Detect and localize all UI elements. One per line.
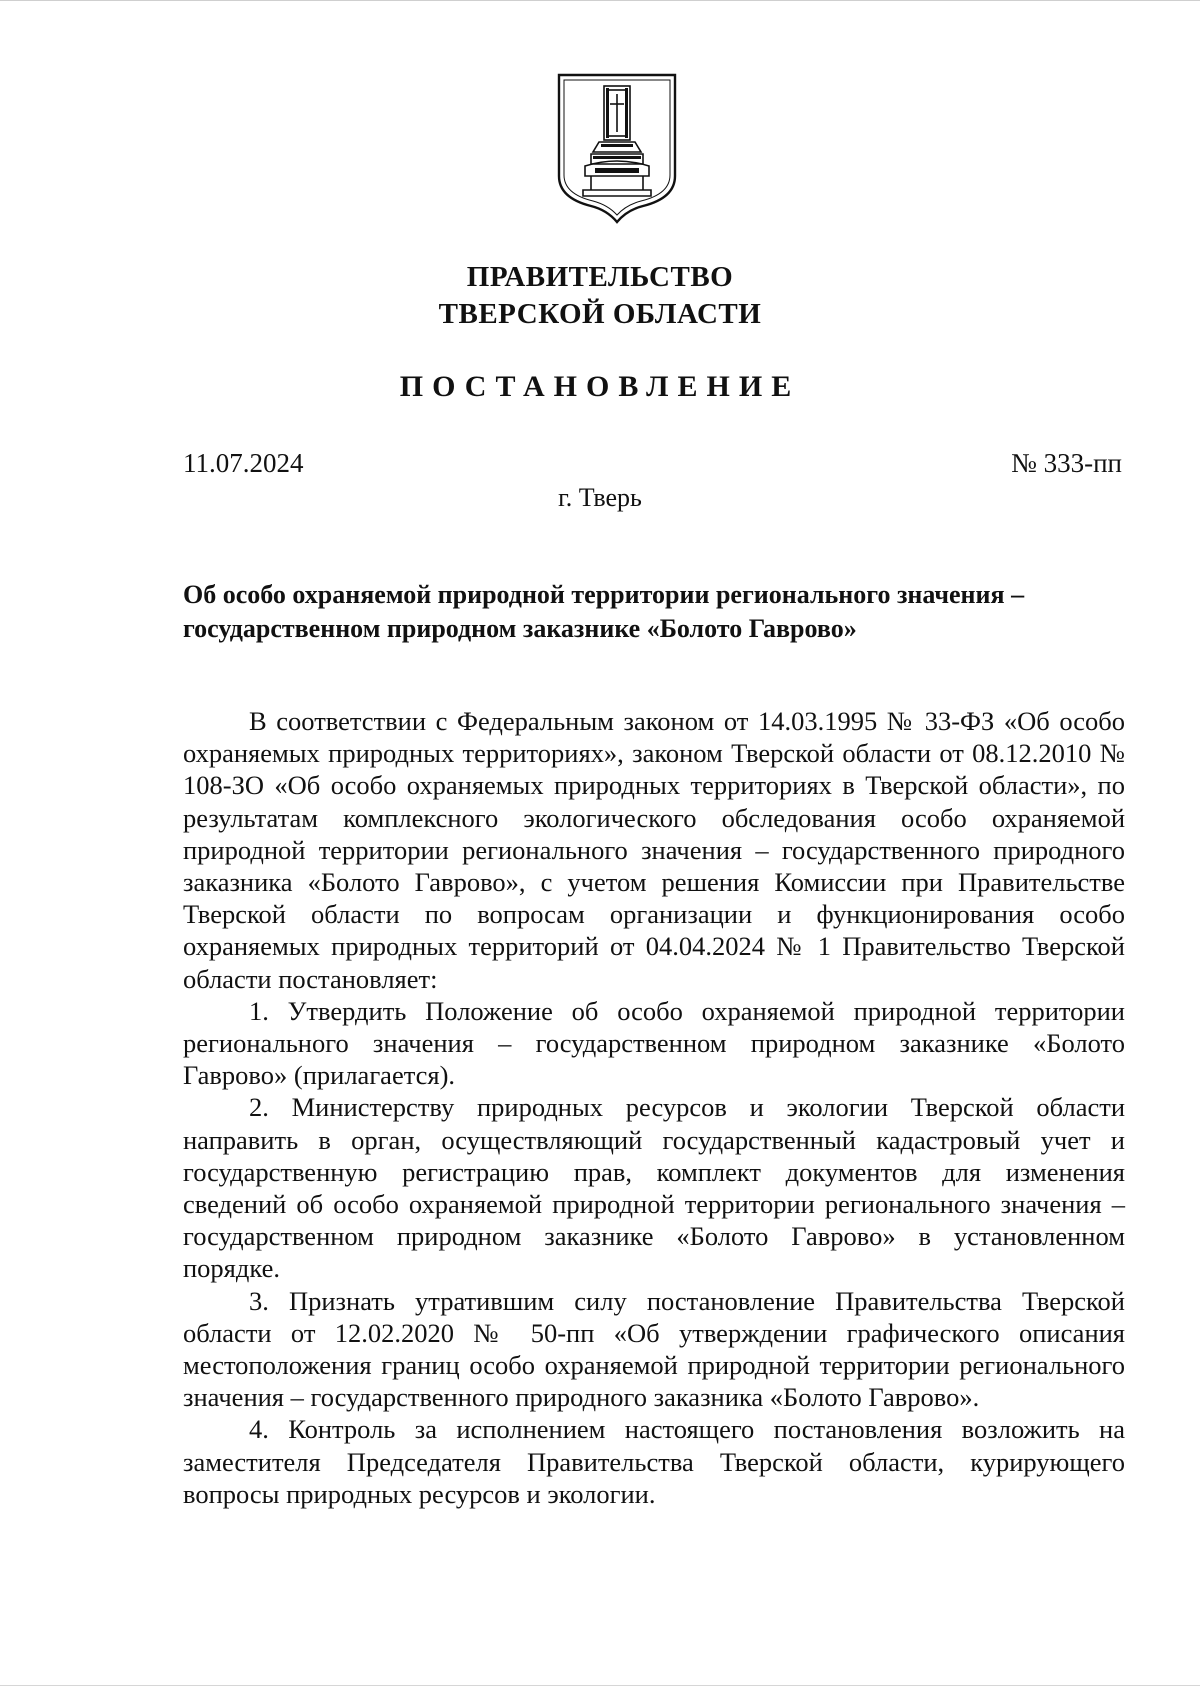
organization-title-line2: ТВЕРСКОЙ ОБЛАСТИ <box>438 298 762 330</box>
document-date: 11.07.2024 <box>183 448 304 478</box>
document-city: г. Тверь <box>558 483 642 512</box>
preamble-paragraph: В соответствии с Федеральным законом от 14.03.1995 № 33-ФЗ «Об особо охраняемых природных территориях», законом Тверской области от 08.12.2010 № 108-ЗО «Об особо охраняемых природных территориях в Тверской области», по результатам комплексного экологического обследования особо охраняемой природной территории регионального значения – государственного природного заказника «Болото Гаврово», с учетом решения Комиссии при Правительстве Тверской области по вопросам организации и функционирования особо охраняемых природных территорий от 04.04.2024 № 1 Правительство Тверской области постановляет: <box>183 706 1125 994</box>
coat-of-arms-icon <box>555 72 679 224</box>
document-body <box>183 705 1125 1510</box>
clause-1-paragraph: 1. Утвердить Положение об особо охраняемой природной территории регионального значения – государственном природном заказнике «Болото Гаврово» (прилагается). <box>183 995 1125 1091</box>
clause-3-paragraph: 3. Признать утратившим силу постановление Правительства Тверской области от 12.02.2020 № 50-пп «Об утверждении графического описания местоположения границ особо охраняемой природной территории регионального значения – государственного природного заказника «Болото Гаврово». <box>183 1285 1125 1413</box>
document-type: ПОСТАНОВЛЕНИЕ <box>399 370 801 403</box>
scan-top-edge <box>0 0 1200 4</box>
scan-bottom-edge <box>0 1685 1200 1686</box>
clause-4-paragraph: 4. Контроль за исполнением настоящего постановления возложить на заместителя Председателя Правительства Тверской области, курирующего вопросы природных ресурсов и экологии. <box>183 1414 1125 1509</box>
document-number: № 333-пп <box>1011 448 1122 478</box>
document-subject: Об особо охраняемой природной территории регионального значения – государственном природном заказнике «Болото Гаврово» <box>183 580 1025 643</box>
organization-title-line1: ПРАВИТЕЛЬСТВО <box>466 261 734 293</box>
clause-2-paragraph: 2. Министерству природных ресурсов и экологии Тверской области направить в орган, осуществляющий государственный кадастровый учет и государственную регистрацию прав, комплект документов для изменения сведений об особо охраняемой природной территории регионального значения – государственном природном заказнике «Болото Гаврово» в установленном порядке. <box>183 1092 1125 1284</box>
